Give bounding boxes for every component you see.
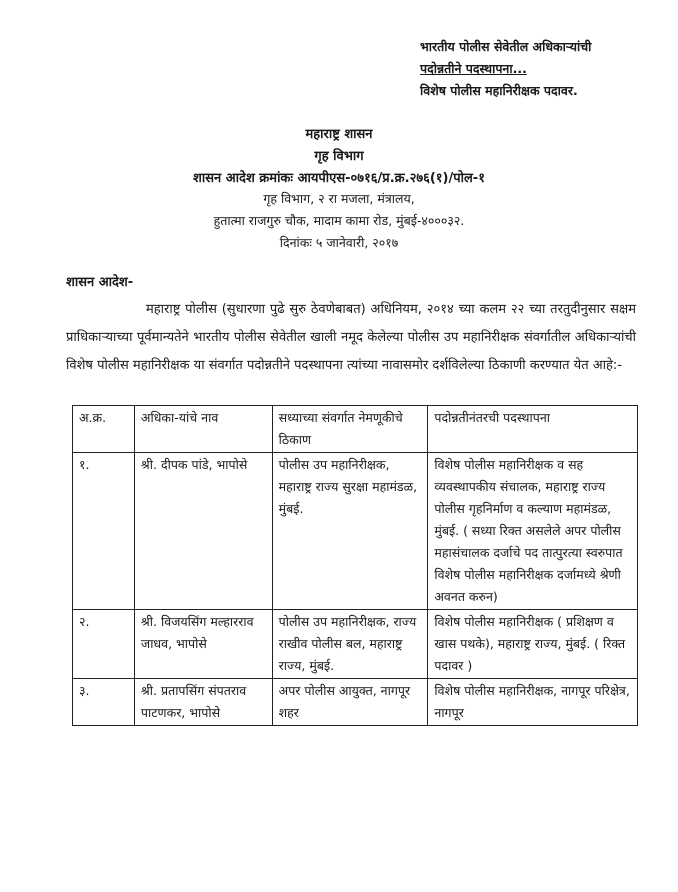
order-number: शासन आदेश क्रमांकः आयपीएस-०७१६/प्र.क्र.२७६(१)/पोल-१: [193, 171, 485, 186]
current-posting-cell: अपर पोलीस आयुक्त, नागपूर शहर: [272, 679, 428, 726]
header-current-posting: सध्याच्या संवर्गात नेमणूकीचे ठिकाण: [272, 406, 428, 453]
address-line-2: हुतात्मा राजगुरु चौक, मादाम कामा रोड, मुंबई-४०००३२.: [213, 213, 465, 228]
table-row: [73, 679, 638, 726]
order-paragraph: [66, 296, 636, 380]
serial-cell: १.: [73, 453, 135, 610]
header-new-posting: पदोन्नतीनंतरची पदस्थापना: [428, 406, 638, 453]
order-heading: शासन आदेश-: [66, 275, 134, 290]
new-posting-cell: विशेष पोलीस महानिरीक्षक व सह व्यवस्थापकीय संचालक, महाराष्ट्र राज्य पोलीस गृहनिर्माण व कल्याण महामंडळ, मुंबई. ( सध्या रिक्त असलेले अपर पोलीस महासंचालक दर्जाचे पद तात्पुरत्या स्वरुपात विशेष पोलीस महानिरीक्षक दर्जामध्ये श्रेणी अवनत करुन): [428, 453, 638, 610]
officer-name-cell: श्री. विजयसिंग मल्हारराव जाधव, भापोसे: [134, 610, 272, 679]
order-paragraph-text: महाराष्ट्र पोलीस (सुधारणा पुढे सुरु ठेवणेबाबत) अधिनियम, २०१४ च्या कलम २२ च्या तरतुदीनुसार सक्षम प्राधिकाऱ्याच्या पूर्वमान्यतेने भारतीय पोलीस सेवेतील खाली नमूद केलेल्या पोलीस उप महानिरीक्षक संवर्गातील अधिकाऱ्यांची विशेष पोलीस महानिरीक्षक या संवर्गात पदोन्नतीने पदस्थापना त्यांच्या नावासमोर दर्शविलेल्या ठिकाणी करण्यात येत आहे:-: [66, 302, 636, 373]
header-officer-name: अधिका-यांचे नाव: [134, 406, 272, 453]
current-posting-cell: पोलीस उप महानिरीक्षक, राज्य राखीव पोलीस बल, महाराष्ट्र राज्य, मुंबई.: [272, 610, 428, 679]
govt-name: महाराष्ट्र शासन: [305, 127, 373, 142]
subject-line-3: विशेष पोलीस महानिरीक्षक पदावर.: [420, 83, 578, 98]
officer-name-cell: श्री. दीपक पांडे, भापोसे: [134, 453, 272, 610]
current-posting-cell: पोलीस उप महानिरीक्षक, महाराष्ट्र राज्य सुरक्षा महामंडळ, मुंबई.: [272, 453, 428, 610]
officer-name-cell: श्री. प्रतापसिंग संपतराव पाटणकर, भापोसे: [134, 679, 272, 726]
subject-block: [420, 36, 670, 102]
department-name: गृह विभाग: [314, 149, 364, 164]
new-posting-cell: विशेष पोलीस महानिरीक्षक, नागपूर परिक्षेत्र, नागपूर: [428, 679, 638, 726]
table-row: [73, 453, 638, 610]
header-serial: अ.क्र.: [73, 406, 135, 453]
serial-cell: २.: [73, 610, 135, 679]
subject-line-1: भारतीय पोलीस सेवेतील अधिकाऱ्यांची: [420, 39, 592, 54]
posting-table: [72, 405, 638, 726]
order-date: दिनांकः ५ जानेवारी, २०१७: [279, 235, 399, 250]
new-posting-cell: विशेष पोलीस महानिरीक्षक ( प्रशिक्षण व खास पथके), महाराष्ट्र राज्य, मुंबई. ( रिक्त पदावर ): [428, 610, 638, 679]
subject-line-2: पदोन्नतीने पदस्थापना...: [420, 61, 527, 76]
table-header-row: [73, 406, 638, 453]
serial-cell: ३.: [73, 679, 135, 726]
address-line-1: गृह विभाग, २ रा मजला, मंत्रालय,: [263, 191, 415, 206]
table-row: [73, 610, 638, 679]
